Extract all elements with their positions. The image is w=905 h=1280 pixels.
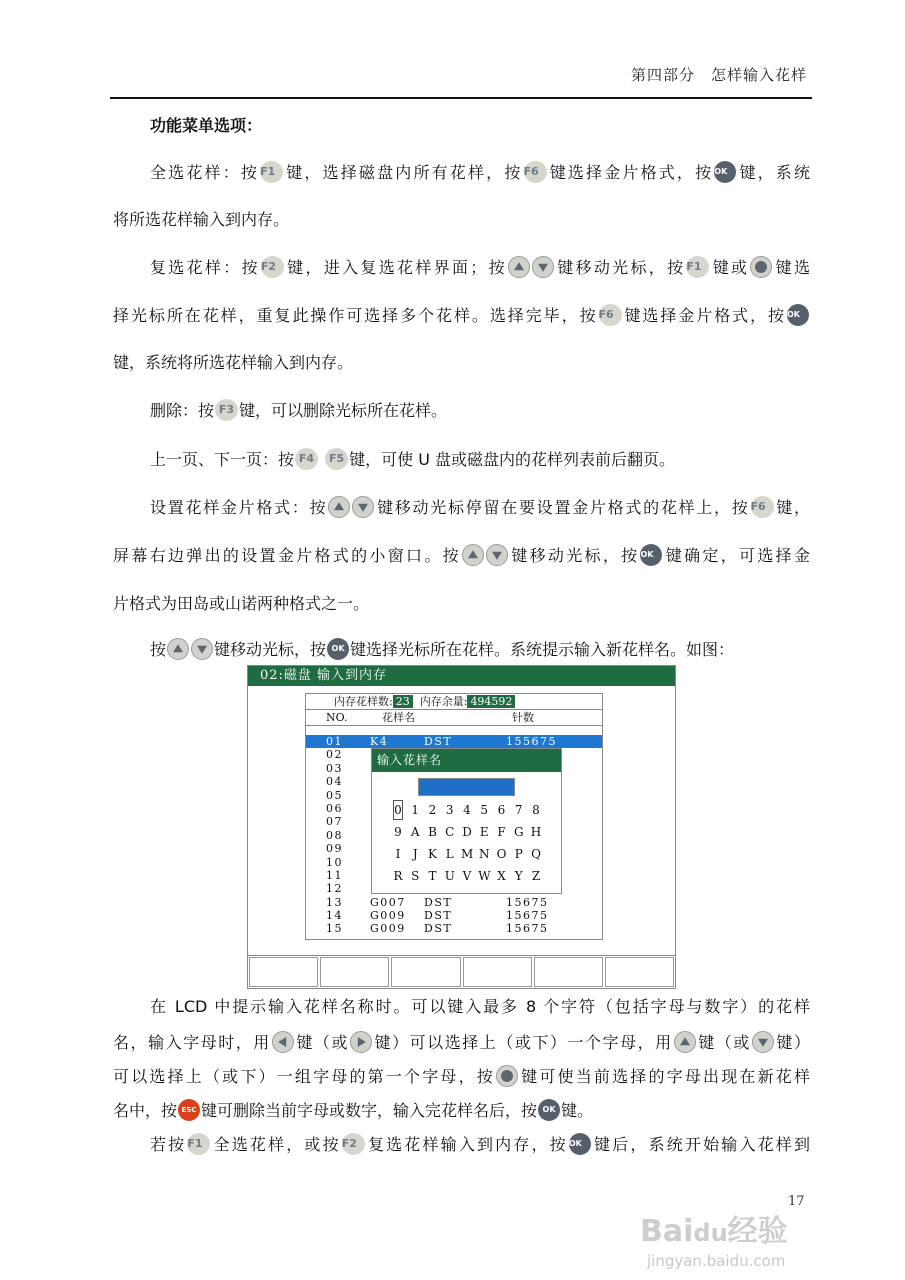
row-st: 15675 xyxy=(506,909,549,923)
char-cell[interactable]: I xyxy=(395,847,401,861)
f1-key-icon: F1 xyxy=(260,161,283,183)
char-row xyxy=(392,865,542,887)
text: 键可使当前选择的字母出现在新花样 xyxy=(518,1067,810,1086)
text: 屏幕右边弹出的设置金片格式的小窗口。按 xyxy=(113,546,461,565)
f1-key-icon: F1 xyxy=(686,256,709,278)
free-label: 内存余量: xyxy=(419,695,468,708)
row-no: 01 xyxy=(326,735,343,748)
text-line xyxy=(113,543,810,569)
text: 键（或 xyxy=(696,1033,751,1052)
char-cell[interactable]: L xyxy=(445,847,454,861)
char-cell[interactable]: M xyxy=(461,847,474,861)
dialog-title: 输入花样名 xyxy=(372,749,561,772)
text: 全选花样，或按 xyxy=(211,1135,341,1154)
text: 键。 xyxy=(561,1101,594,1120)
row-no: 13 xyxy=(326,895,343,909)
char-cell[interactable]: Y xyxy=(514,869,523,883)
pattern-row[interactable] xyxy=(306,922,602,935)
count-label: 内存花样数: xyxy=(334,695,393,708)
char-cell[interactable]: Z xyxy=(531,869,541,883)
char-cell[interactable]: P xyxy=(514,847,523,861)
char-cell[interactable]: K xyxy=(428,847,437,861)
watermark-logo: Baidu经验 xyxy=(640,1214,788,1249)
name-input[interactable] xyxy=(418,778,515,796)
row-no: 07 xyxy=(326,815,343,829)
softkey-2[interactable] xyxy=(320,957,389,987)
row-no: 05 xyxy=(326,788,343,802)
row-st: 155675 xyxy=(506,735,557,748)
row-no: 15 xyxy=(326,922,343,936)
char-cell[interactable]: 8 xyxy=(532,803,540,817)
softkey-4[interactable] xyxy=(463,957,532,987)
text-line xyxy=(113,207,810,233)
char-grid xyxy=(392,799,542,887)
input-name-dialog xyxy=(371,748,562,894)
char-cell[interactable]: H xyxy=(530,825,542,839)
up-arrow-key-icon xyxy=(508,256,530,278)
text-line xyxy=(150,160,810,186)
row-fmt: DST xyxy=(424,735,453,748)
watermark-url: jingyan.baidu.com xyxy=(647,1252,786,1270)
text: 键移动光标停留在要设置金片格式的花样上，按 xyxy=(375,498,750,517)
char-cell[interactable]: T xyxy=(428,869,437,883)
text: 复选花样输入到内存，按 xyxy=(365,1135,568,1154)
text-line xyxy=(150,398,810,424)
text: 键确定，可选择金 xyxy=(663,546,810,565)
softkey-1[interactable] xyxy=(249,957,318,987)
f4-key-icon: F4 xyxy=(295,448,318,470)
row-no: 09 xyxy=(326,842,343,856)
memory-info xyxy=(306,694,602,710)
text xyxy=(319,450,324,469)
f5-key-icon: F5 xyxy=(325,448,348,470)
ok-key-icon: OK xyxy=(714,161,736,183)
char-cell[interactable]: X xyxy=(497,869,506,883)
char-cell[interactable]: O xyxy=(496,847,507,861)
softkey-5[interactable] xyxy=(534,957,603,987)
text: 名中，按 xyxy=(113,1101,178,1120)
softkey-6[interactable] xyxy=(605,957,674,987)
char-cell[interactable]: J xyxy=(412,847,418,861)
up-arrow-key-icon xyxy=(462,544,484,566)
char-cell[interactable]: 6 xyxy=(497,803,506,817)
lcd-title: 02:磁盘 输入到内存 xyxy=(248,666,675,686)
text: 键移动光标，按 xyxy=(554,258,686,277)
text-line xyxy=(150,495,810,521)
row-no: 12 xyxy=(326,882,343,896)
char-cell[interactable]: E xyxy=(479,825,489,839)
up-arrow-key-icon xyxy=(674,1031,696,1053)
lcd-screen-figure xyxy=(247,665,676,989)
text-line xyxy=(150,994,810,1020)
text: 键（或 xyxy=(294,1033,350,1052)
text-line xyxy=(113,303,810,329)
text: 全选花样：按 xyxy=(150,163,260,182)
row-st: 15675 xyxy=(506,895,549,909)
text: 键选择金片格式，按 xyxy=(622,306,786,325)
center-select-key-icon xyxy=(496,1065,518,1087)
down-arrow-key-icon xyxy=(752,1031,774,1053)
column-header xyxy=(306,710,602,726)
text: 键或 xyxy=(710,258,750,277)
text: 复选花样：按 xyxy=(150,258,260,277)
row-no: 04 xyxy=(326,775,343,789)
esc-key-icon: ESC xyxy=(178,1099,200,1121)
ok-key-icon: OK xyxy=(538,1099,560,1121)
selected-pattern-row[interactable] xyxy=(306,735,602,748)
row-no: 11 xyxy=(326,868,343,882)
row-st: 15675 xyxy=(506,922,549,936)
char-cell[interactable]: 2 xyxy=(428,803,437,817)
text: 键）可以选择上（或下）一个字母，用 xyxy=(373,1033,673,1052)
row-no: 03 xyxy=(326,761,343,775)
up-arrow-key-icon xyxy=(328,496,350,518)
row-fmt: DST xyxy=(424,909,453,923)
text: 键，选择磁盘内所有花样，按 xyxy=(284,163,523,182)
page-number: 17 xyxy=(788,1194,805,1209)
right-arrow-key-icon xyxy=(350,1031,372,1053)
char-row xyxy=(392,843,542,865)
row-name: G009 xyxy=(370,922,406,936)
text: 键可删除当前字母或数字，输入完花样名后，按 xyxy=(201,1101,538,1120)
text: 功能菜单选项： xyxy=(150,116,263,135)
count-value: 23 xyxy=(393,695,413,708)
text: 键） xyxy=(774,1033,810,1052)
char-cell[interactable]: U xyxy=(444,869,455,883)
char-cell[interactable]: F xyxy=(497,825,506,839)
text: 名，输入字母时，用 xyxy=(113,1033,271,1052)
text-line xyxy=(113,1064,810,1090)
text: 设置花样金片格式：按 xyxy=(150,498,328,517)
char-cell[interactable]: 4 xyxy=(463,803,471,817)
row-no: 08 xyxy=(326,828,343,842)
char-cell[interactable]: 3 xyxy=(445,803,454,817)
pattern-list-panel xyxy=(305,693,603,940)
text-line xyxy=(150,637,810,663)
text: 键，进入复选花样界面；按 xyxy=(284,258,507,277)
text-line xyxy=(113,350,810,376)
down-arrow-key-icon xyxy=(191,638,213,660)
text: 键移动光标，按 xyxy=(214,640,327,659)
text: 键，系统将所选花样输入到内存。 xyxy=(113,353,354,372)
text-line xyxy=(150,1132,810,1158)
text-line xyxy=(150,255,810,281)
char-cell[interactable]: 7 xyxy=(514,803,523,817)
text: 键移动光标，按 xyxy=(508,546,640,565)
char-cell[interactable]: S xyxy=(411,869,420,883)
text: 键，可使 U 盘或磁盘内的花样列表前后翻页。 xyxy=(349,450,675,469)
center-select-key-icon xyxy=(750,256,772,278)
text: 键选择光标所在花样。系统提示输入新花样名。如图： xyxy=(350,640,735,659)
char-cell[interactable]: R xyxy=(393,869,403,883)
char-cell[interactable]: C xyxy=(445,825,455,839)
f3-key-icon: F3 xyxy=(215,399,238,421)
char-cell[interactable]: N xyxy=(479,847,490,861)
text-line xyxy=(113,591,810,617)
up-arrow-key-icon xyxy=(167,638,189,660)
char-cell[interactable]: 0 xyxy=(392,799,404,821)
char-cell[interactable]: B xyxy=(428,825,437,839)
text: 键后，系统开始输入花样到 xyxy=(591,1135,810,1154)
row-no: 10 xyxy=(326,855,343,869)
row-name: G009 xyxy=(370,909,406,923)
text: 删除：按 xyxy=(150,401,215,420)
char-cell[interactable]: 9 xyxy=(394,825,402,839)
char-cell[interactable]: V xyxy=(462,869,472,883)
text-line xyxy=(150,447,810,473)
char-cell[interactable]: W xyxy=(478,869,491,883)
char-cell[interactable]: G xyxy=(513,825,524,839)
text-line xyxy=(113,1098,810,1124)
running-header: 第四部分 怎样输入花样 xyxy=(630,66,807,84)
char-cell[interactable]: D xyxy=(462,825,472,839)
row-no: 02 xyxy=(326,748,343,762)
ok-key-icon: OK xyxy=(640,544,662,566)
text-line xyxy=(150,113,810,139)
row-fmt: DST xyxy=(424,895,453,909)
text: 若按 xyxy=(150,1135,187,1154)
char-row xyxy=(392,821,542,843)
col-name: 花样名 xyxy=(382,711,415,724)
header-rule xyxy=(110,97,812,99)
char-cell[interactable]: 5 xyxy=(480,803,489,817)
char-cell[interactable]: 1 xyxy=(411,803,420,817)
text: 键，可以删除光标所在花样。 xyxy=(239,401,448,420)
text: 将所选花样输入到内存。 xyxy=(113,210,290,229)
col-no: NO. xyxy=(326,711,348,724)
ok-key-icon: OK xyxy=(569,1133,591,1155)
text: 择光标所在花样，重复此操作可选择多个花样。选择完毕，按 xyxy=(113,306,598,325)
down-arrow-key-icon xyxy=(352,496,374,518)
f6-key-icon: F6 xyxy=(524,161,547,183)
pattern-row[interactable] xyxy=(306,896,602,909)
col-stitches: 针数 xyxy=(512,711,534,724)
row-no: 14 xyxy=(326,909,343,923)
row-name: G007 xyxy=(370,895,406,909)
row-name: K4 xyxy=(370,735,389,748)
text: 片格式为田岛或山诺两种格式之一。 xyxy=(113,594,370,613)
free-value: 494592 xyxy=(467,695,515,708)
pattern-row[interactable] xyxy=(306,909,602,922)
char-cell[interactable]: Q xyxy=(531,847,541,861)
f6-key-icon: F6 xyxy=(599,304,622,326)
softkey-bar xyxy=(248,955,675,988)
text: 键， xyxy=(774,498,810,517)
text: 按 xyxy=(150,640,167,659)
text: 键选择金片格式，按 xyxy=(547,163,714,182)
row-fmt: DST xyxy=(424,922,453,936)
char-cell[interactable]: A xyxy=(410,825,420,839)
f1-key-icon: F1 xyxy=(187,1133,210,1155)
softkey-3[interactable] xyxy=(391,957,460,987)
text: 键选 xyxy=(773,258,810,277)
down-arrow-key-icon xyxy=(486,544,508,566)
down-arrow-key-icon xyxy=(532,256,554,278)
text: 可以选择上（或下）一组字母的第一个字母，按 xyxy=(113,1067,495,1086)
text: 键，系统 xyxy=(737,163,810,182)
ok-key-icon: OK xyxy=(327,638,349,660)
char-row xyxy=(392,799,542,821)
text: 上一页、下一页：按 xyxy=(150,450,295,469)
f2-key-icon: F2 xyxy=(342,1133,365,1155)
text-line xyxy=(113,1030,810,1056)
row-no: 06 xyxy=(326,801,343,815)
left-arrow-key-icon xyxy=(272,1031,294,1053)
ok-key-icon: OK xyxy=(787,304,809,326)
text: 在 LCD 中提示输入花样名称时。可以键入最多 8 个字符（包括字母与数字）的花样 xyxy=(150,997,810,1016)
f6-key-icon: F6 xyxy=(751,496,774,518)
f2-key-icon: F2 xyxy=(261,256,284,278)
